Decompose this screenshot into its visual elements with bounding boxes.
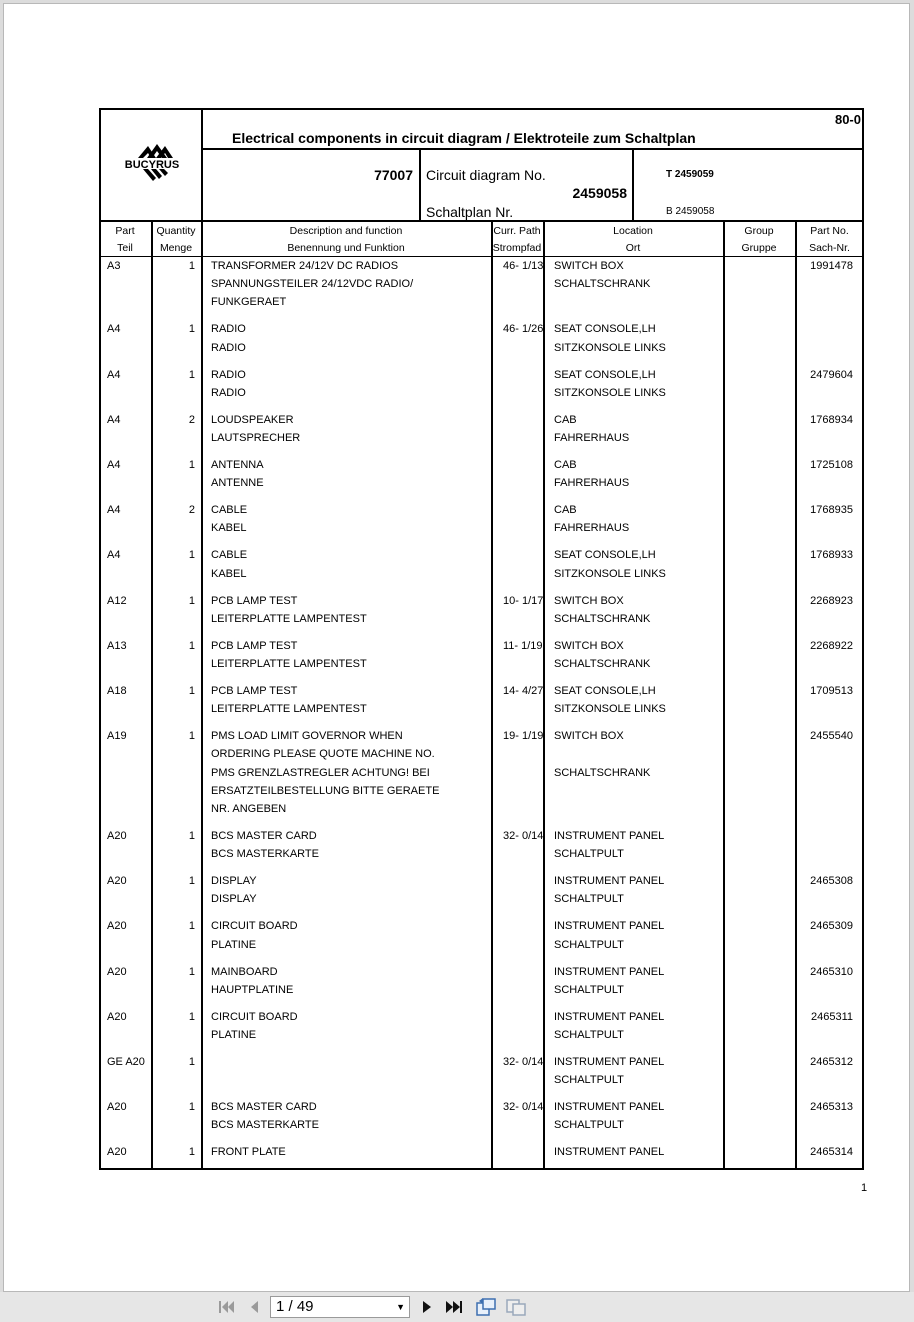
description-line: PLATINE bbox=[211, 938, 257, 951]
location-line: INSTRUMENT PANEL bbox=[554, 830, 665, 842]
description-line: LOUDSPEAKER bbox=[211, 413, 294, 426]
description-line: PCB LAMP TEST bbox=[211, 594, 298, 607]
column-divider bbox=[543, 220, 545, 1170]
description-line: TRANSFORMER 24/12V DC RADIOS bbox=[211, 260, 399, 272]
column-header-part: Teil bbox=[117, 242, 133, 254]
description-line: BCS MASTERKARTE bbox=[211, 848, 319, 861]
current-path-cell: 32- 0/14 bbox=[503, 830, 544, 842]
description-line: FRONT PLATE bbox=[211, 1146, 286, 1159]
location-line: CAB bbox=[554, 459, 577, 471]
location-line: SCHALTPULT bbox=[554, 1119, 624, 1132]
column-header-curr-path: Strompfad bbox=[492, 242, 542, 254]
last-page-button[interactable] bbox=[443, 1296, 467, 1318]
quantity-cell: 1 bbox=[188, 920, 195, 933]
part-number-cell: 2465313 bbox=[810, 1101, 853, 1114]
part-cell: A12 bbox=[107, 594, 127, 607]
location-line: SCHALTPULT bbox=[554, 1074, 624, 1087]
description-line: RADIO bbox=[211, 323, 246, 336]
part-number-cell: 1768935 bbox=[810, 504, 853, 517]
ref-t-number: T 2459059 bbox=[666, 169, 714, 180]
location-line: SCHALTPULT bbox=[554, 848, 624, 861]
part-cell: A4 bbox=[107, 413, 121, 426]
quantity-cell: 1 bbox=[188, 1010, 195, 1023]
description-line: RADIO bbox=[211, 341, 246, 354]
current-path-cell: 46- 1/26 bbox=[503, 323, 544, 336]
column-header-group: Group bbox=[744, 225, 774, 237]
location-line: SCHALTPULT bbox=[554, 938, 624, 951]
previous-page-button[interactable] bbox=[242, 1296, 266, 1318]
location-line: SITZKONSOLE LINKS bbox=[554, 703, 666, 716]
location-line: INSTRUMENT PANEL bbox=[554, 1056, 665, 1068]
description-line: DISPLAY bbox=[211, 875, 257, 888]
quantity-cell: 1 bbox=[188, 730, 195, 743]
location-line: SITZKONSOLE LINKS bbox=[554, 341, 666, 354]
description-line: PMS LOAD LIMIT GOVERNOR WHEN bbox=[211, 730, 403, 743]
column-header-location: Ort bbox=[625, 242, 641, 254]
location-line: INSTRUMENT PANEL bbox=[554, 1146, 665, 1159]
location-line: SWITCH BOX bbox=[554, 730, 624, 743]
part-number-cell: 2455540 bbox=[810, 730, 853, 743]
part-number-cell: 1768933 bbox=[810, 549, 853, 562]
machine-no-divider bbox=[419, 148, 421, 220]
part-number-cell: 2465309 bbox=[810, 920, 853, 933]
part-cell: GE A20 bbox=[107, 1056, 145, 1068]
fit-page-button[interactable] bbox=[504, 1296, 528, 1318]
description-line: LEITERPLATTE LAMPENTEST bbox=[211, 703, 367, 716]
part-number-cell: 2479604 bbox=[810, 368, 853, 381]
description-line: LEITERPLATTE LAMPENTEST bbox=[211, 658, 367, 670]
part-cell: A20 bbox=[107, 920, 127, 933]
part-cell: A20 bbox=[107, 1146, 127, 1159]
column-divider bbox=[795, 220, 797, 1170]
last-page-icon bbox=[445, 1299, 465, 1315]
description-line: CIRCUIT BOARD bbox=[211, 1010, 298, 1023]
rotate-icon bbox=[475, 1297, 497, 1317]
quantity-cell: 1 bbox=[188, 459, 195, 471]
description-line: DISPLAY bbox=[211, 893, 257, 906]
description-line: LEITERPLATTE LAMPENTEST bbox=[211, 612, 367, 625]
part-cell: A4 bbox=[107, 504, 121, 517]
description-line: KABEL bbox=[211, 567, 247, 580]
quantity-cell: 1 bbox=[188, 639, 195, 652]
description-line: ANTENNA bbox=[211, 459, 264, 471]
location-line: SCHALTSCHRANK bbox=[554, 278, 651, 291]
rotate-button[interactable] bbox=[474, 1296, 498, 1318]
location-line: INSTRUMENT PANEL bbox=[554, 965, 665, 978]
current-path-cell: 32- 0/14 bbox=[503, 1101, 544, 1114]
description-line: PLATINE bbox=[211, 1029, 257, 1041]
description-line: KABEL bbox=[211, 522, 247, 535]
location-line: SEAT CONSOLE,LH bbox=[554, 368, 656, 381]
location-line: CAB bbox=[554, 504, 577, 517]
chevron-down-icon: ▼ bbox=[396, 1302, 405, 1312]
location-line: SCHALTSCHRANK bbox=[554, 612, 651, 625]
location-line: CAB bbox=[554, 413, 577, 426]
quantity-cell: 1 bbox=[188, 830, 195, 842]
part-cell: A18 bbox=[107, 685, 127, 697]
description-line: NR. ANGEBEN bbox=[211, 803, 287, 815]
quantity-cell: 1 bbox=[188, 685, 195, 697]
quantity-cell: 1 bbox=[188, 1146, 195, 1159]
previous-page-icon bbox=[247, 1299, 261, 1315]
location-line: SCHALTSCHRANK bbox=[554, 766, 651, 779]
description-line: RADIO bbox=[211, 368, 246, 381]
document-page bbox=[3, 3, 910, 1292]
location-line: SEAT CONSOLE,LH bbox=[554, 549, 656, 562]
description-line: RADIO bbox=[211, 386, 246, 399]
part-number-cell: 2465311 bbox=[810, 1010, 853, 1023]
description-line: PMS GRENZLASTREGLER ACHTUNG! BEI bbox=[211, 766, 430, 779]
location-line: FAHRERHAUS bbox=[554, 477, 630, 490]
quantity-cell: 1 bbox=[188, 1101, 195, 1114]
location-line: FAHRERHAUS bbox=[554, 432, 630, 444]
location-line: FAHRERHAUS bbox=[554, 522, 630, 535]
logo-divider bbox=[201, 108, 203, 220]
description-line: SPANNUNGSTEILER 24/12VDC RADIO/ bbox=[211, 278, 414, 291]
quantity-cell: 1 bbox=[188, 368, 195, 381]
brand-text: BUCYRUS bbox=[124, 159, 180, 171]
bucyrus-logo bbox=[107, 138, 193, 188]
part-number-cell: 2465312 bbox=[810, 1056, 853, 1068]
part-number-cell: 1768934 bbox=[810, 413, 853, 426]
column-divider bbox=[201, 220, 203, 1170]
description-line: LAUTSPRECHER bbox=[211, 432, 301, 444]
quantity-cell: 1 bbox=[188, 1056, 195, 1068]
viewer-toolbar bbox=[0, 1292, 914, 1322]
part-cell: A19 bbox=[107, 730, 127, 743]
column-divider bbox=[491, 220, 493, 1170]
page-selector[interactable] bbox=[270, 1296, 410, 1318]
description-line: ANTENNE bbox=[211, 477, 264, 490]
part-number-cell: 1991478 bbox=[810, 260, 853, 272]
circuit-no-divider bbox=[632, 148, 634, 220]
column-header-group: Gruppe bbox=[741, 242, 777, 254]
description-line: BCS MASTER CARD bbox=[211, 1101, 317, 1114]
column-header-description: Benennung und Funktion bbox=[287, 242, 405, 254]
part-number-cell: 2268922 bbox=[810, 639, 853, 652]
fit-page-icon bbox=[505, 1297, 527, 1317]
column-header-curr-path: Curr. Path bbox=[493, 225, 541, 237]
part-cell: A3 bbox=[107, 260, 121, 272]
part-cell: A4 bbox=[107, 368, 121, 381]
quantity-cell: 1 bbox=[188, 594, 195, 607]
part-cell: A20 bbox=[107, 830, 127, 842]
location-line: SEAT CONSOLE,LH bbox=[554, 685, 656, 697]
location-line: INSTRUMENT PANEL bbox=[554, 1101, 665, 1114]
quantity-cell: 2 bbox=[188, 504, 195, 517]
description-line: CABLE bbox=[211, 504, 248, 517]
description-line: PCB LAMP TEST bbox=[211, 639, 298, 652]
schaltplan-label: Schaltplan Nr. bbox=[426, 204, 514, 220]
quantity-cell: 1 bbox=[188, 875, 195, 888]
description-line: MAINBOARD bbox=[211, 965, 278, 978]
circuit-diagram-label: Circuit diagram No. bbox=[426, 167, 546, 183]
quantity-cell: 1 bbox=[188, 965, 195, 978]
current-path-cell: 46- 1/13 bbox=[503, 260, 544, 272]
first-page-icon bbox=[217, 1299, 235, 1315]
page-number: 1 bbox=[861, 1182, 868, 1194]
quantity-cell: 1 bbox=[188, 323, 195, 336]
description-line: CABLE bbox=[211, 549, 248, 562]
location-line: SCHALTSCHRANK bbox=[554, 658, 651, 670]
first-page-button[interactable] bbox=[214, 1296, 238, 1318]
part-cell: A20 bbox=[107, 965, 127, 978]
part-number-cell: 1725108 bbox=[810, 459, 853, 471]
part-cell: A4 bbox=[107, 323, 121, 336]
page-indicator: 1 / 49 bbox=[276, 1298, 314, 1315]
quantity-cell: 2 bbox=[188, 413, 195, 426]
part-cell: A20 bbox=[107, 1010, 127, 1023]
ref-b-number: B 2459058 bbox=[666, 206, 715, 217]
location-line: SITZKONSOLE LINKS bbox=[554, 567, 666, 580]
location-line: SEAT CONSOLE,LH bbox=[554, 323, 656, 336]
current-path-cell: 19- 1/19 bbox=[503, 730, 544, 743]
part-number-cell: 2268923 bbox=[810, 594, 853, 607]
part-number-cell: 2465314 bbox=[810, 1146, 853, 1159]
column-header-part: Part bbox=[115, 225, 135, 237]
title-divider bbox=[201, 148, 864, 150]
part-number-cell: 1709513 bbox=[810, 685, 853, 697]
part-number-cell: 2465308 bbox=[810, 875, 853, 888]
current-path-cell: 32- 0/14 bbox=[503, 1056, 544, 1068]
location-line: SCHALTPULT bbox=[554, 1029, 624, 1041]
description-line: HAUPTPLATINE bbox=[211, 983, 294, 996]
part-cell: A4 bbox=[107, 549, 121, 562]
quantity-cell: 1 bbox=[188, 260, 195, 272]
part-cell: A20 bbox=[107, 1101, 127, 1114]
part-number-cell: 2465310 bbox=[810, 965, 853, 978]
page-title: Electrical components in circuit diagram / Elektroteile zum Schaltplan bbox=[232, 130, 696, 146]
description-line: ORDERING PLEASE QUOTE MACHINE NO. bbox=[211, 748, 435, 761]
description-line: BCS MASTER CARD bbox=[211, 830, 317, 842]
location-line: SWITCH BOX bbox=[554, 260, 624, 272]
description-line: CIRCUIT BOARD bbox=[211, 920, 298, 933]
part-cell: A13 bbox=[107, 639, 127, 652]
location-line: INSTRUMENT PANEL bbox=[554, 875, 665, 888]
part-cell: A4 bbox=[107, 459, 121, 471]
machine-number: 77007 bbox=[374, 167, 413, 183]
description-line: FUNKGERAET bbox=[211, 296, 287, 309]
location-line: INSTRUMENT PANEL bbox=[554, 920, 665, 933]
location-line: INSTRUMENT PANEL bbox=[554, 1010, 665, 1023]
column-header-description: Description and function bbox=[289, 225, 403, 237]
quantity-cell: 1 bbox=[188, 549, 195, 562]
location-line: SWITCH BOX bbox=[554, 594, 624, 607]
current-path-cell: 11- 1/19 bbox=[503, 639, 543, 652]
next-page-icon bbox=[420, 1299, 434, 1315]
description-line: PCB LAMP TEST bbox=[211, 685, 298, 697]
location-line: SCHALTPULT bbox=[554, 983, 624, 996]
location-line: SWITCH BOX bbox=[554, 639, 624, 652]
column-header-quantity: Menge bbox=[159, 242, 193, 254]
description-line: ERSATZTEILBESTELLUNG BITTE GERAETE bbox=[211, 784, 440, 797]
parts-sheet bbox=[99, 108, 864, 1170]
location-line: SCHALTPULT bbox=[554, 893, 624, 906]
circuit-diagram-number: 2459058 bbox=[572, 185, 627, 201]
part-cell: A20 bbox=[107, 875, 127, 888]
column-divider bbox=[151, 220, 153, 1170]
sheet-code: 80-0 bbox=[834, 112, 861, 127]
location-line: SITZKONSOLE LINKS bbox=[554, 386, 666, 399]
description-line: BCS MASTERKARTE bbox=[211, 1119, 319, 1132]
next-page-button[interactable] bbox=[415, 1296, 439, 1318]
column-divider bbox=[723, 220, 725, 1170]
current-path-cell: 14- 4/27 bbox=[503, 685, 544, 697]
column-header-quantity: Quantity bbox=[156, 225, 196, 237]
column-header-part-no: Sach-Nr. bbox=[809, 242, 850, 254]
column-header-location: Location bbox=[613, 225, 653, 237]
column-header-part-no: Part No. bbox=[810, 225, 849, 237]
current-path-cell: 10- 1/17 bbox=[503, 594, 544, 607]
